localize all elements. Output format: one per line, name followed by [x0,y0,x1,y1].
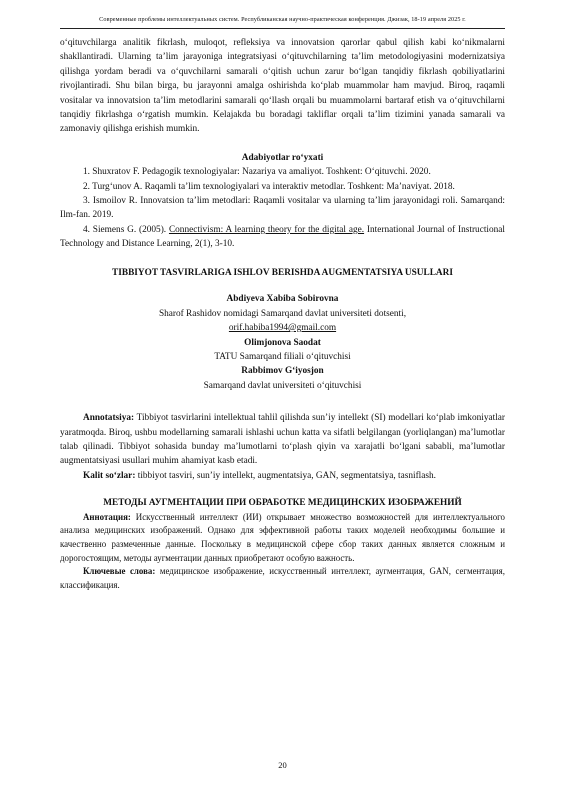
keywords-ru [60,565,505,592]
author-affiliation: Samarqand davlat universiteti o‘qituvchisi [203,380,362,391]
intro-paragraph: o‘qituvchilarga analitik fikrlash, muloqot, refleksiya va innovatsion qarorlar qabul qilish kabi ko‘nikmalarni shakllantiradi. Ularning ta’lim jarayoniga integratsiyasi o‘qituvchilarning ta’lim metodologiyasini modernizatsiya qilishga yordam beradi va o‘quvchilarni samarali o‘qitish uchun zarur bo‘lgan tanqidiy fikrlash qobiliyatlarini rivojlantiradi. Shu bilan birga, bu jarayonni amalga oshirishda ko‘plab muammolar ham mavjud. Biroq, raqamli vositalar va innovatsion ta’lim metodlarini samarali qo‘llash orqali bu muammolarni bartaraf etish va o‘qituvchilarni tanqidiy fikrlashga o‘rgatish mumkin. Kelajakda bu boradagi takliflar orqali ta’lim tizimini yanada samarali va zamonaviy qilishga erishish mumkin. [60,38,505,135]
page-body [60,36,505,592]
authors-block [60,292,505,393]
abstract-text: Искусственный интеллект (ИИ) открывает множество возможностей для интеллектуального анализа медицинских изображений. Однако для эффективной работы таких моделей необходимы большие и качественно размеченные данные. Поскольку в медицинской сфере сбор таких данных является сложным и дорогостоящим, методы аугментации данных приобретают особую важность. [60,511,505,563]
reference-4-suffix: International Journal of Instructional Technology and Distance Learning, 2(1), 3-10. [60,224,505,250]
author-affiliation: Sharof Rashidov nomidagi Samarqand davlat universiteti dotsenti, [158,308,407,319]
keywords-label: Ключевые слова: [83,566,156,577]
abstract-text: Tibbiyot tasvirlarini intellektual tahlil qilishda sun’iy intellekt (SI) modellari ko‘plab imkoniyatlar yaratmoqda. Biroq, ushbu modellarning samarali ishlashi uchun katta va sifatli belgilangan (yorliqlangan) ma’lumotlar talab qilinadi. Tibbiyot sohasida bunday ma’lumotlarni to‘plash qiyin va xarajatli bo‘lgani sababli, ma’lumotlar augmentatsiyasi usullari muhim ahamiyat kasb etadi. [60,413,505,467]
author-name: Abdiyeva Xabiba Sobirovna [226,294,339,305]
reference-4-prefix: 4. Siemens G. (2005). [83,224,169,235]
abstract-label: Аннотация: [83,511,131,522]
keywords-label: Kalit so‘zlar: [83,470,136,481]
abstract-ru [60,511,505,565]
reference-item: 1. Shuxratov F. Pedagogik texnologiyalar: Nazariya va amaliyot. Toshkent: O‘qituvchi. 2020. [83,167,431,178]
article-title-uz: TIBBIYOT TASVIRLARIGA ISHLOV BERISHDA AUGMENTATSIYA USULLARI [112,267,453,278]
reference-item [60,223,505,252]
keywords-text: tibbiyot tasviri, sun’iy intellekt, augmentatsiya, GAN, segmentatsiya, tasniflash. [135,470,436,481]
author-name: Olimjonova Saodat [244,337,321,348]
reference-4-link[interactable]: Connectivism: A learning theory for the digital age. [168,224,365,235]
references-title: Adabiyotlar ro‘yxati [241,152,324,163]
author-name: Rabbimov G‘iyosjon [241,366,324,377]
author-email-link[interactable]: orif.habiba1994@gmail.com [228,323,337,334]
header-divider [60,28,505,29]
reference-item: 3. Ismoilov R. Innovatsion ta’lim metodlari: Raqamli vositalar va ularning ta’lim jarayonidagi roli. Samarqand: Ilm-fan. 2019. [60,196,505,221]
running-header: Современные проблемы интеллектуальных систем. Республиканская научно-практическая конференция. Джизак, 18-19 апреля 2025 г. [99,16,466,23]
page-number: 20 [278,760,287,770]
reference-item: 2. Turg‘unov A. Raqamli ta’lim texnologiyalari va interaktiv metodlar. Toshkent: Ma’naviyat. 2018. [83,181,455,192]
keywords-text: медицинское изображение, искусственный интеллект, аугментация, GAN, сегментация, классификация. [60,566,505,590]
article-title-ru: МЕТОДЫ АУГМЕНТАЦИИ ПРИ ОБРАБОТКЕ МЕДИЦИНСКИХ ИЗОБРАЖЕНИЙ [103,498,462,509]
abstract-label: Annotatsiya: [83,413,135,424]
author-affiliation: TATU Samarqand filiali o‘qituvchisi [214,351,351,362]
keywords-uz [60,469,505,483]
abstract-uz [60,411,505,469]
